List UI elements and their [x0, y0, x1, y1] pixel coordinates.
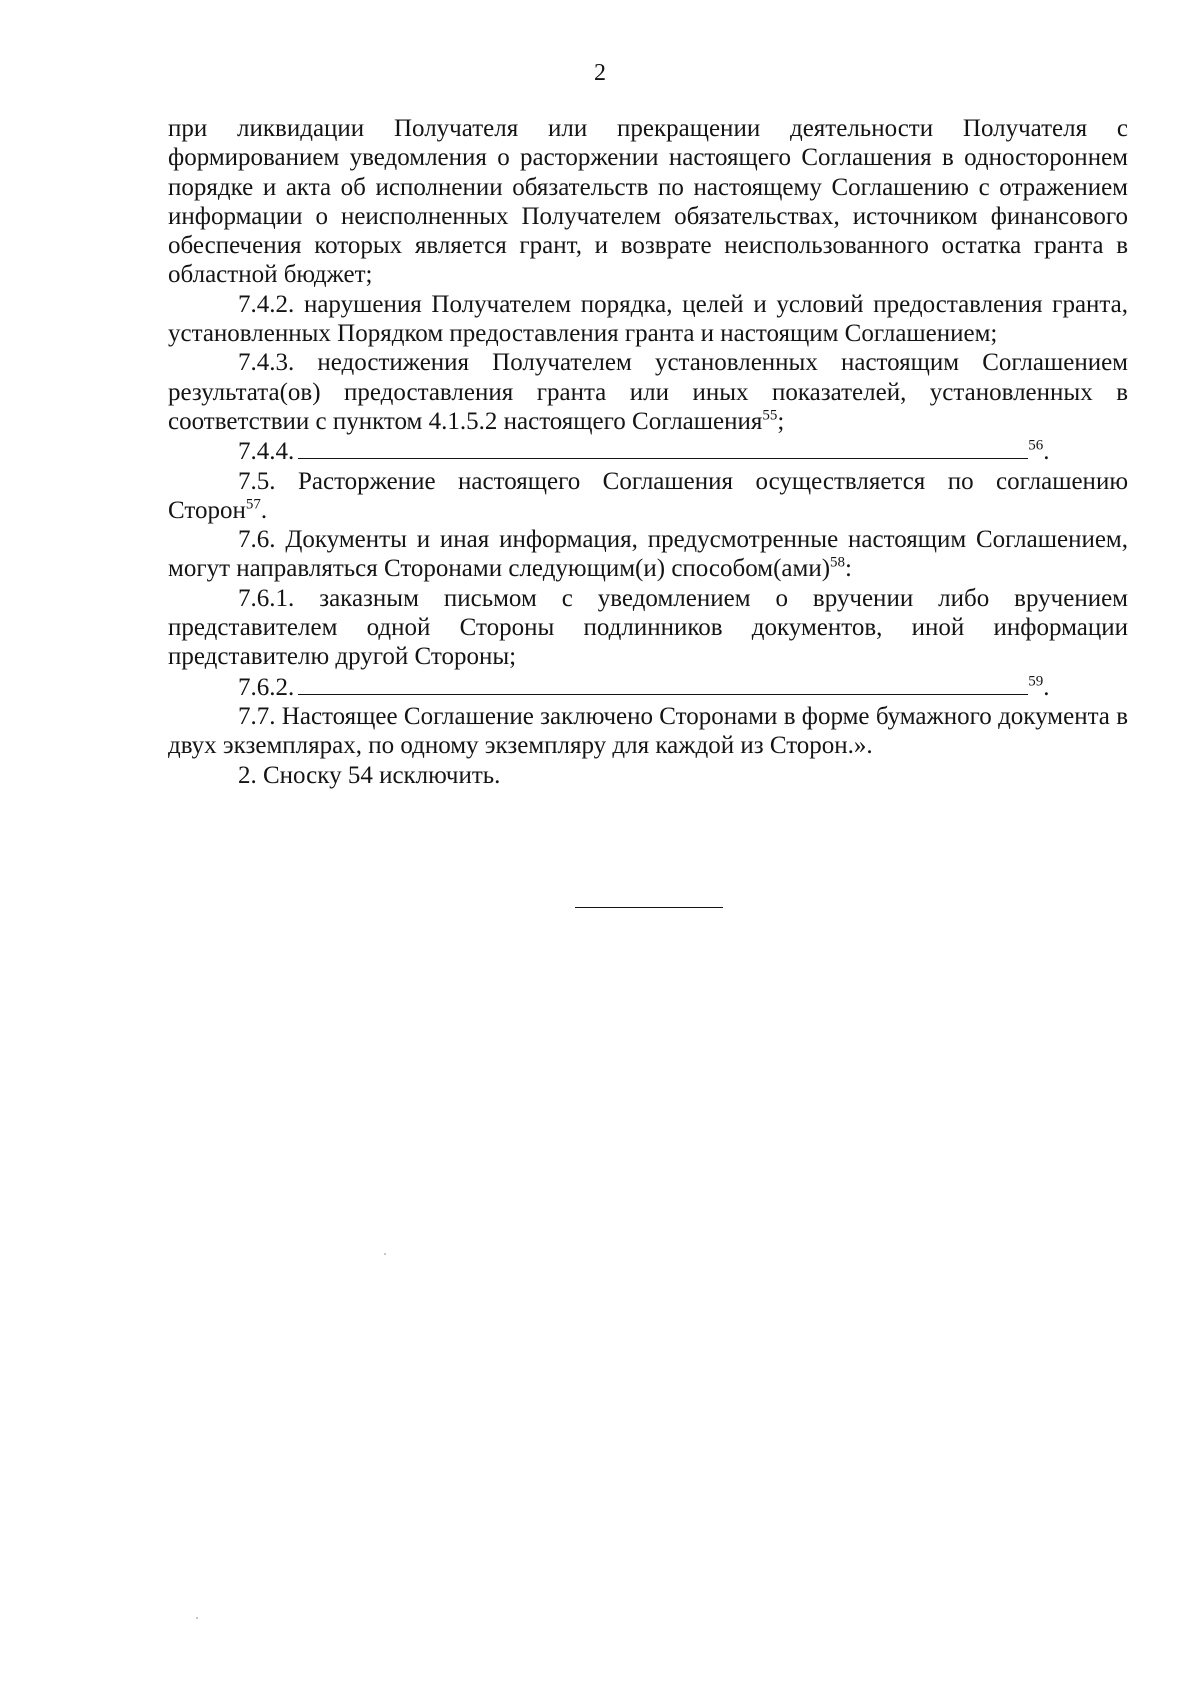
scan-speck: [384, 1253, 386, 1255]
paragraph-7-4-4-tail: .: [1043, 438, 1050, 466]
paragraph-7-6-1: 7.6.1. заказным письмом с уведомлением о вручении либо вручением представителем одной Стороны подлинников документов, иной информации представителю другой Стороны;: [168, 584, 1128, 671]
paragraph-7-6: [168, 525, 1128, 584]
paragraph-7-6-2-label: 7.6.2.: [238, 673, 295, 701]
paragraph-7-6-2-tail: .: [1043, 673, 1050, 701]
footnote-ref-56: 56: [1028, 437, 1044, 454]
paragraph-7-4-4: [168, 436, 1128, 466]
paragraph-7-5-text: 7.5. Расторжение настоящего Соглашения осуществляется по соглашению Сторон: [168, 467, 1128, 524]
paragraph-7-4-2: 7.4.2. нарушения Получателем порядка, целей и условий предоставления гранта, установленных Порядком предоставления гранта и настоящим Соглашением;: [168, 290, 1128, 348]
fill-in-blank-line: [298, 672, 1028, 695]
footnote-ref-57: 57: [245, 496, 261, 513]
paragraph-7-5: [168, 467, 1128, 526]
paragraph-7-4-4-label: 7.4.4.: [238, 438, 295, 466]
paragraph-receiver-liquidation: при ликвидации Получателя или прекращении деятельности Получателя с формированием уведомления о расторжении настоящего Соглашения в одностороннем порядке и акта об исполнении обязательств по настоящему Соглашению с отражением информации о неисполненных Получателем обязательствах, источником финансового обеспечения которых является грант, и возврате неиспользованного остатка гранта в областной бюджет;: [168, 115, 1128, 289]
fill-in-blank-line: [298, 436, 1028, 459]
scan-speck: [196, 1617, 198, 1619]
paragraph-footnote-removal: 2. Сноску 54 исключить.: [238, 761, 501, 789]
document-body: [168, 114, 1128, 790]
paragraph-7-7: 7.7. Настоящее Соглашение заключено Сторонами в форме бумажного документа в двух экземплярах, по одному экземпляру для каждой из Сторон.».: [168, 702, 1128, 760]
end-of-document-rule: [575, 907, 723, 908]
paragraph-7-5-tail: .: [260, 496, 268, 524]
footnote-ref-55: 55: [762, 407, 778, 424]
paragraph-7-4-3-tail: ;: [777, 407, 785, 435]
footnote-ref-58: 58: [830, 555, 846, 572]
paragraph-7-4-3-text: 7.4.3. недостижения Получателем установленных настоящим Соглашением результата(ов) предоставления гранта или иных показателей, установленных в соответствии с пунктом 4.1.5.2 настоящего Соглашения: [168, 349, 1128, 435]
footnote-ref-59: 59: [1028, 673, 1044, 690]
paragraph-7-6-text: 7.6. Документы и иная информация, предусмотренные настоящим Соглашением, могут направляться Сторонами следующим(и) способом(ами): [168, 526, 1128, 583]
paragraph-7-6-tail: :: [845, 555, 852, 583]
page-number: 2: [594, 60, 606, 86]
paragraph-7-4-3: [168, 348, 1128, 436]
paragraph-7-6-2: [168, 672, 1128, 702]
